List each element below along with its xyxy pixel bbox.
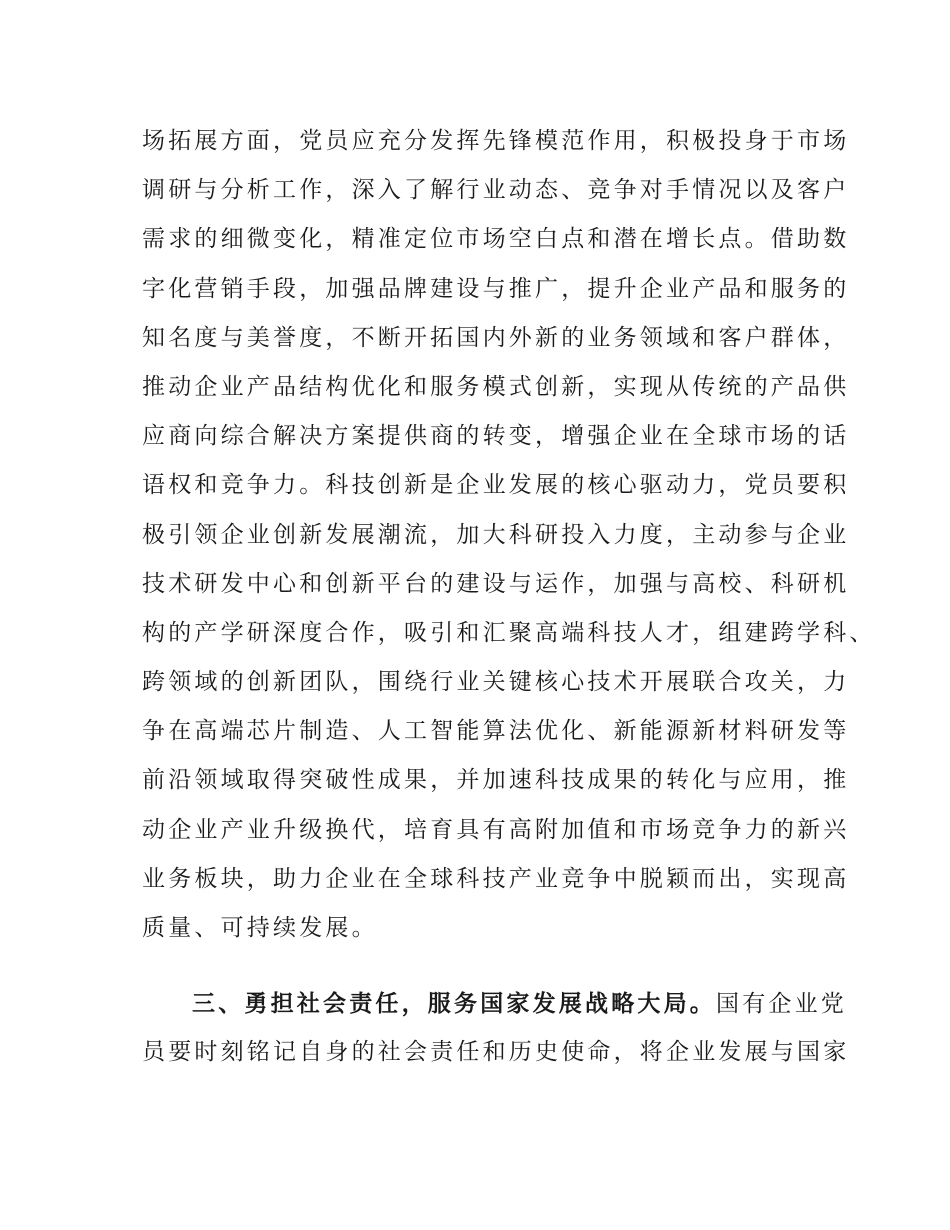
section-three-first-line [142,979,847,1028]
text-line: 员要时刻铭记自身的社会责任和历史使命，将企业发展与国家 [142,1039,850,1066]
text-line: 需求的细微变化，精准定位市场空白点和潜在增长点。借助数 [142,226,850,253]
paragraph-market-and-innovation [142,117,876,953]
text-line: 争在高端芯片制造、人工智能算法优化、新能源新材料研发等 [142,718,850,745]
text-line: 调研与分析工作，深入了解行业动态、竞争对手情况以及客户 [142,177,850,204]
section-three-text-start: 国有企业党 [716,991,847,1017]
text-line: 推动企业产品结构优化和服务模式创新，实现从传统的产品供 [142,373,850,400]
text-line: 业务板块，助力企业在全球科技产业竞争中脱颖而出，实现高 [142,865,850,892]
text-line: 字化营销手段，加强品牌建设与推广，提升企业产品和服务的 [142,275,850,302]
text-line: 质量、可持续发展。 [142,915,378,941]
text-line: 极引领企业创新发展潮流，加大科研投入力度，主动参与企业 [142,521,850,548]
text-line: 前沿领域取得突破性成果，并加速科技成果的转化与应用，推 [142,767,850,794]
text-line: 语权和竞争力。科技创新是企业发展的核心驱动力，党员要积 [142,472,850,499]
text-line: 应商向综合解决方案提供商的转变，增强企业在全球市场的话 [142,423,850,450]
text-line: 构的产学研深度合作，吸引和汇聚高端科技人才，组建跨学科、 [142,619,876,646]
text-line: 场拓展方面，党员应充分发挥先锋模范作用，积极投身于市场 [142,128,850,154]
text-line: 知名度与美誉度，不断开拓国内外新的业务领域和客户群体， [142,324,850,351]
text-line: 跨领域的创新团队，围绕行业关键核心技术开展联合攻关，力 [142,669,850,696]
paragraph-section-three [142,979,850,1077]
section-three-heading: 三、勇担社会责任，服务国家发展战略大局。 [192,990,716,1017]
text-line: 技术研发中心和创新平台的建设与运作，加强与高校、科研机 [142,570,850,597]
text-line: 动企业产业升级换代，培育具有高附加值和市场竞争力的新兴 [142,816,850,843]
